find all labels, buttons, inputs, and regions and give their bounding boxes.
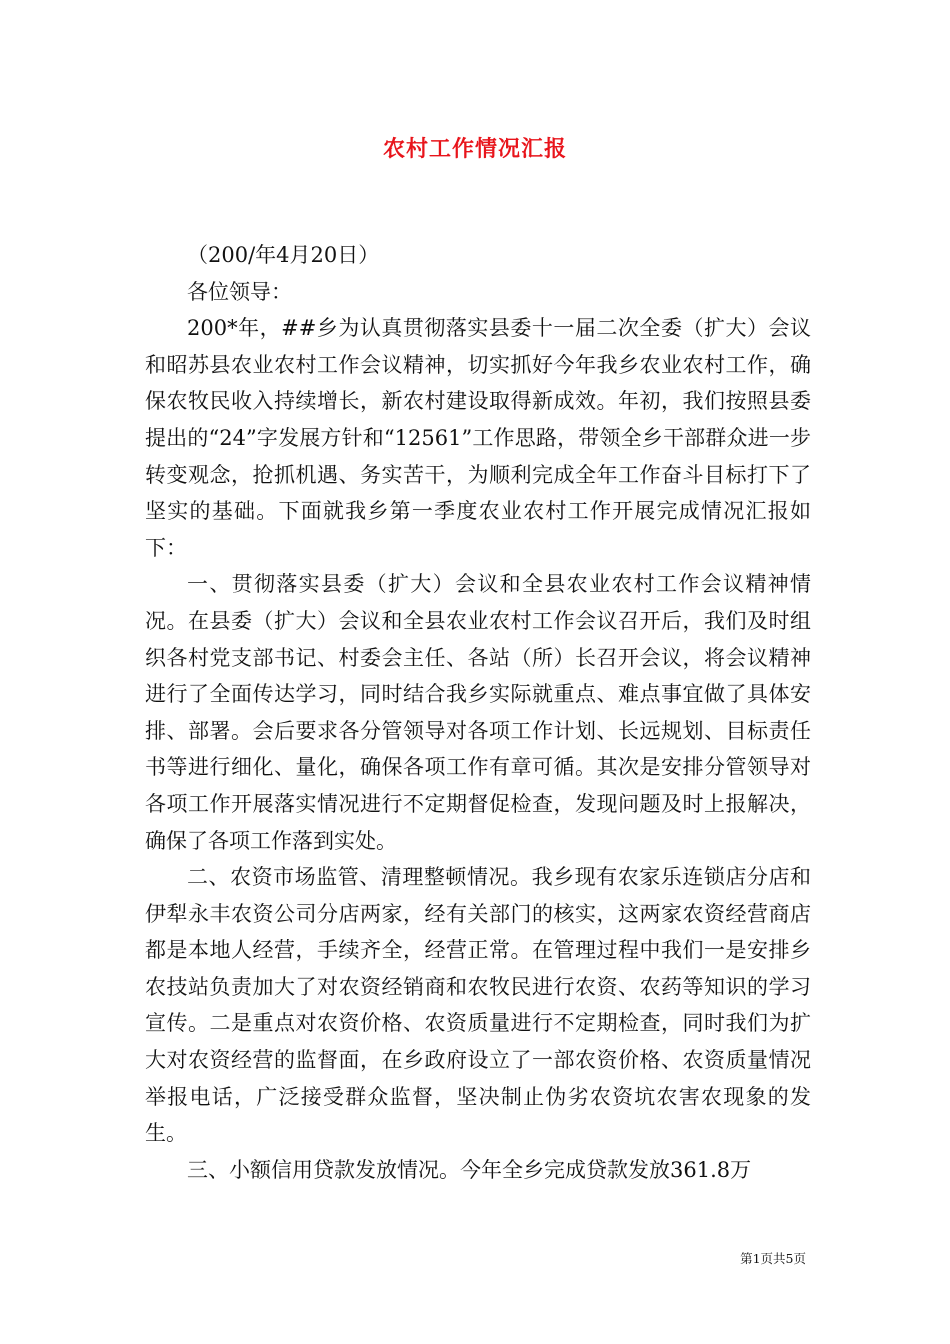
- document-body: [145, 237, 811, 1188]
- page-number: 第1页共5页: [740, 1251, 806, 1266]
- paragraph-intro: 200*年，##乡为认真贯彻落实县委十一届二次全委（扩大）会议和昭苏县农业农村工作会议精神，切实抓好今年我乡农业农村工作，确保农牧民收入持续增长，新农村建设取得新成效。年初，我们按照县委提出的“24”字发展方针和“12561”工作思路，带领全乡干部群众进一步转变观念，抢抓机遇、务实苦干，为顺利完成全年工作奋斗目标打下了坚实的基础。下面就我乡第一季度农业农村工作开展完成情况汇报如下：: [145, 316, 811, 560]
- salutation: 各位领导：: [187, 279, 292, 304]
- paragraph-section-3: 三、小额信用贷款发放情况。今年全乡完成贷款发放361.8万: [187, 1157, 752, 1182]
- document-title: 农村工作情况汇报: [382, 136, 567, 162]
- paragraph-section-1: 一、贯彻落实县委（扩大）会议和全县农业农村工作会议精神情况。在县委（扩大）会议和全县农业农村工作会议召开后，我们及时组织各村党支部书记、村委会主任、各站（所）长召开会议，将会议精神进行了全面传达学习，同时结合我乡实际就重点、难点事宜做了具体安排、部署。会后要求各分管领导对各项工作计划、长远规划、目标责任书等进行细化、量化，确保各项工作有章可循。其次是安排分管领导对各项工作开展落实情况进行不定期督促检查，发现问题及时上报解决，确保了各项工作落到实处。: [145, 572, 811, 853]
- date-line: （200/年4月20日）: [187, 243, 380, 267]
- paragraph-section-2: 二、农资市场监管、清理整顿情况。我乡现有农家乐连锁店分店和伊犁永丰农资公司分店两家，经有关部门的核实，这两家农资经营商店都是本地人经营，手续齐全，经营正常。在管理过程中我们一是安排乡农技站负责加大了对农资经销商和农牧民进行农资、农药等知识的学习宣传。二是重点对农资价格、农资质量进行不定期检查，同时我们为扩大对农资经营的监督面，在乡政府设立了一部农资价格、农资质量情况举报电话，广泛接受群众监督，坚决制止伪劣农资坑农害农现象的发生。: [145, 865, 811, 1146]
